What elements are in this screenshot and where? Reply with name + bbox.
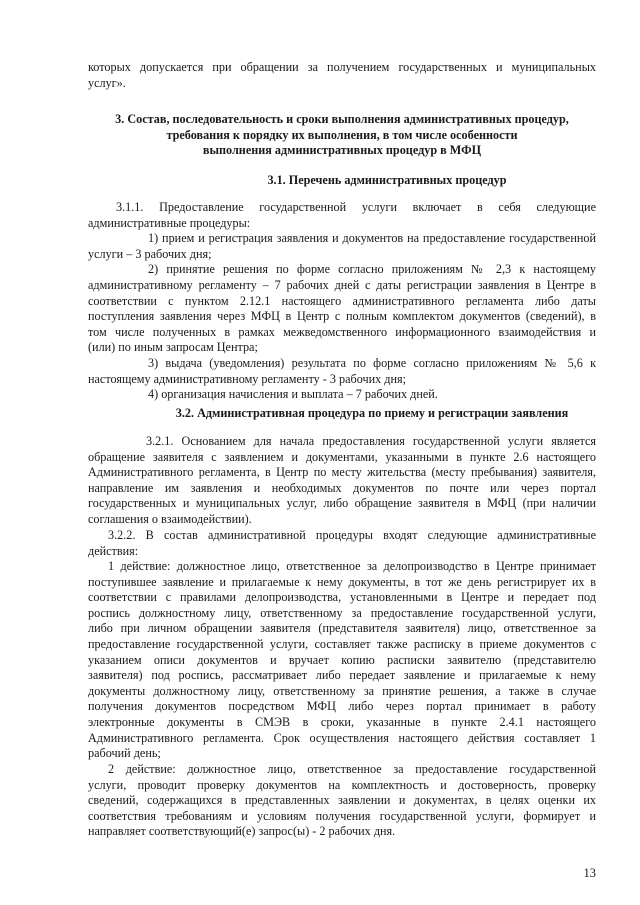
action-2-paragraph — [88, 762, 596, 840]
text-line: предоставление государственной услуги, составляет также расписку в приеме документов с — [88, 636, 596, 651]
text-line: административные процедуры: — [88, 215, 251, 230]
heading-line: 3. Состав, последовательность и сроки выполнения административных процедур, — [115, 112, 569, 126]
text-line: 3.1.1. Предоставление государственной услуги включает в себя следующие — [116, 200, 596, 214]
text-line: которых допускается при обращении за получением государственных и муниципальных — [88, 60, 596, 74]
text-line: 1 действие: должностное лицо, ответственное за делопроизводство в Центре принимает — [108, 559, 596, 573]
text-line: 2) принятие решения по форме согласно приложениям № 2,3 к настоящему — [148, 262, 596, 277]
text-line: соглашения о взаимодействии). — [88, 511, 252, 526]
text-line: услуги – 3 рабочих дня; — [88, 246, 212, 261]
text-line: 3.2.2. В состав административной процедуры входят следующие административные — [108, 528, 596, 542]
text-line: 3.2.1. Основанием для начала предоставления государственной услуги является — [146, 434, 596, 448]
text-line: 1) прием и регистрация заявления и документов на предоставление государственной — [148, 231, 596, 246]
text-line: направление им заявления и необходимых документов по почте или через портал — [88, 480, 596, 495]
text-line: услуг». — [88, 75, 126, 90]
text-line: сведений, содержащихся в представленных заявлении и документах, в целях оценки их — [88, 793, 596, 808]
text-line: (или) по иным запросам Центра; — [88, 340, 258, 355]
heading-line: 3.2. Административная процедура по приему и регистрации заявления — [175, 406, 569, 420]
text-line: настоящему административному регламенту - 3 рабочих дня; — [88, 371, 406, 386]
text-line: 2 действие: должностное лицо, ответственное за предоставление государственной — [108, 762, 596, 776]
text-line: государственных и муниципальных услуг, либо обращение заявителя в МФЦ (при наличии — [88, 496, 596, 511]
text-line: административному регламенту – 7 рабочих дней с даты регистрации заявления в Центре в — [88, 277, 596, 292]
text-line: роспись должностному лицу, ответственному за предоставление государственной услуги, — [88, 605, 596, 620]
heading-line: 3.1. Перечень административных процедур — [267, 173, 507, 187]
text-line: том числе полученных в рамках межведомственного информационного взаимодействия и — [88, 324, 596, 339]
section-3-1-1-paragraph — [88, 200, 596, 403]
text-line: Административного регламента. Срок осуществления настоящего действия составляет 1 — [88, 730, 596, 745]
text-line: соответствия требованиям и условиям получения государственной услуги, формирует и — [88, 808, 596, 823]
section-3-heading — [88, 112, 596, 159]
text-line: заявителя) под роспись, рассматривает либо передает заявление и прилагаемые к нему — [88, 668, 596, 683]
text-line: направляет соответствующий(е) запрос(ы) - 2 рабочих дня. — [88, 824, 396, 839]
text-line: соответствии с пунктом 2.12.1 настоящего административного регламента либо даты — [88, 293, 596, 308]
text-line: услуги, проводит проверку документов на комплектность и достоверность, проверку — [88, 777, 596, 792]
text-line: рабочий день; — [88, 746, 161, 761]
subsection-3-2-heading — [88, 406, 596, 422]
text-line: поступления заявления через МФЦ в Центр с полным комплектом документов (сведений), в — [88, 309, 596, 324]
section-3-2-2-paragraph — [88, 528, 596, 559]
section-3-2-1-paragraph — [88, 434, 596, 528]
text-line: Административного регламента, в Центр по месту жительства (месту пребывания) заявителя, — [88, 465, 596, 480]
text-line: 3) выдача (уведомления) результата по форме согласно приложениям № 5,6 к — [148, 355, 596, 370]
text-line: обращение заявителя с заявлением и документами, указанными в пункте 2.6 настоящего — [88, 449, 596, 464]
page-number: 13 — [583, 866, 596, 880]
continuation-paragraph — [88, 60, 596, 91]
text-line: указанием описи документов и вручает копию расписки заявителю (представителю — [88, 652, 596, 667]
text-line: поступившее заявление и прилагаемые к нему документы, в тот же день регистрирует их в — [88, 574, 596, 589]
text-line: получения документов посредством МФЦ либо через портал принимает в работу — [88, 699, 596, 714]
text-line: 4) организация начисления и выплата – 7 рабочих дней. — [148, 387, 438, 402]
heading-line: выполнения административных процедур в МФЦ — [202, 143, 482, 158]
subsection-3-1-heading — [88, 173, 596, 189]
text-line: либо при личном обращении заявителя (представителя заявителя) лицо, ответственное за — [88, 621, 596, 636]
text-line: электронные документы в СМЭВ в сроки, указанные в пункте 2.4.1 настоящего — [88, 714, 596, 729]
text-line: документы должностному лицу, ответственному за принятие решения, а также в случае — [88, 683, 596, 698]
heading-line: требования к порядку их выполнения, в том числе особенности — [166, 127, 518, 142]
action-1-paragraph — [88, 559, 596, 762]
text-line: действия: — [88, 543, 139, 558]
text-line: соответствии с правилами делопроизводства, установленными в Центре и передает под — [88, 590, 596, 605]
